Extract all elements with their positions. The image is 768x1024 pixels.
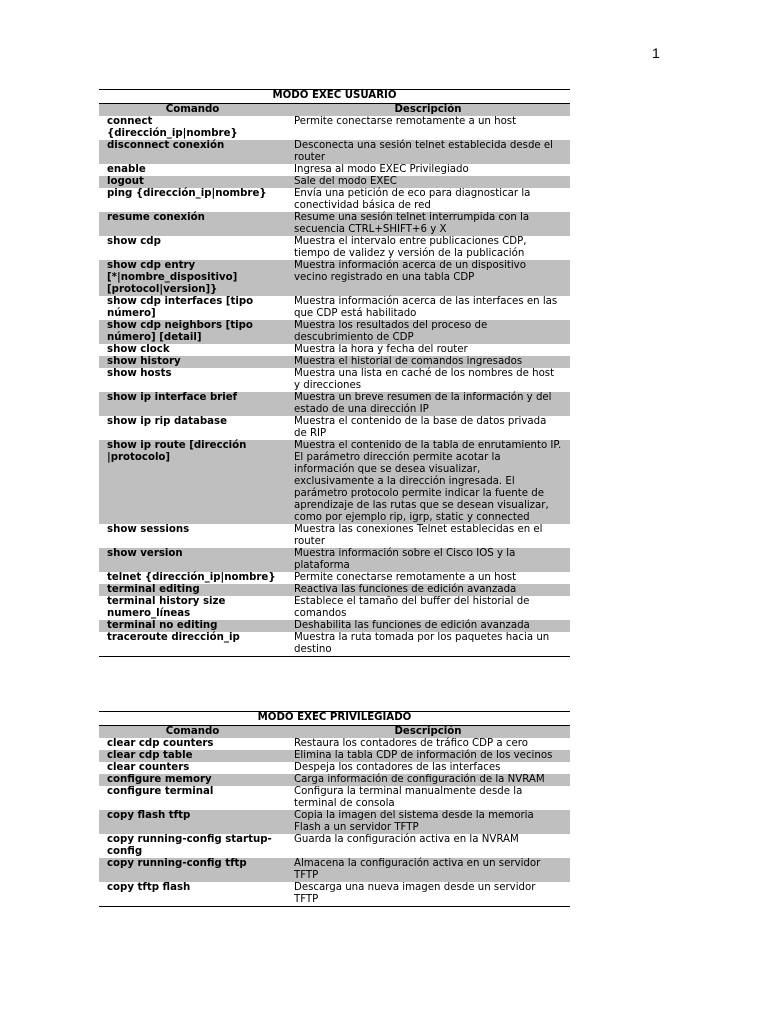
command-cell: configure terminal (107, 786, 214, 797)
column-header-comando: Comando (99, 104, 286, 117)
table-row (99, 188, 570, 212)
table-row (99, 858, 570, 882)
description-cell: Sale del modo EXEC (286, 176, 570, 188)
description-cell: Establece el tamaño del buffer del historial de comandos (294, 596, 530, 619)
description-cell: Restaura los contadores de tráfico CDP a cero (294, 738, 528, 749)
command-cell: enable (107, 164, 146, 175)
command-cell: clear cdp counters (107, 738, 214, 749)
description-cell: Descarga una nueva imagen desde un servidor TFTP (294, 882, 536, 905)
command-cell: clear cdp table (99, 750, 286, 762)
table-title: MODO EXEC PRIVILEGIADO (99, 712, 570, 726)
command-cell: ping {dirección_ip|nombre} (107, 188, 267, 199)
table-row (99, 762, 570, 774)
description-cell: Despeja los contadores de las interfaces (294, 762, 501, 773)
table-body (99, 738, 570, 907)
command-cell: show version (99, 548, 286, 572)
table-row (99, 596, 570, 620)
command-cell: terminal editing (99, 584, 286, 596)
table-row (99, 620, 570, 632)
table-row (99, 810, 570, 834)
description-cell: Muestra el historial de comandos ingresados (286, 356, 570, 368)
table-row (99, 572, 570, 584)
table-row (99, 738, 570, 750)
table-row (99, 774, 570, 786)
table-row (99, 344, 570, 356)
command-cell: copy flash tftp (99, 810, 286, 834)
table-row (99, 834, 570, 858)
description-cell: Configura la terminal manualmente desde la terminal de consola (294, 786, 523, 809)
description-cell: Muestra los resultados del proceso de descubrimiento de CDP (286, 320, 570, 344)
table-row (99, 882, 570, 907)
table-row (99, 368, 570, 392)
command-cell: show ip rip database (107, 416, 228, 427)
command-cell: copy running-config tftp (99, 858, 286, 882)
command-cell: show ip interface brief (99, 392, 286, 416)
description-cell: Muestra información acerca de las interfaces en las que CDP está habilitado (294, 296, 558, 319)
description-cell: Muestra las conexiones Telnet establecidas en el router (294, 524, 543, 547)
table-row (99, 260, 570, 296)
table-row (99, 320, 570, 344)
command-cell: telnet {dirección_ip|nombre} (107, 572, 276, 583)
description-cell: Permite conectarse remotamente a un host (294, 572, 517, 583)
description-cell: Muestra el contenido de la base de datos privada de RIP (294, 416, 547, 439)
table-row (99, 212, 570, 236)
command-cell: resume conexión (99, 212, 286, 236)
description-cell: Copia la imagen del sistema desde la memoria Flash a un servidor TFTP (286, 810, 570, 834)
command-cell: configure memory (99, 774, 286, 786)
command-cell: clear counters (107, 762, 190, 773)
command-cell: traceroute dirección_ip (107, 632, 240, 643)
description-cell: Elimina la tabla CDP de información de los vecinos (286, 750, 570, 762)
command-cell: show clock (107, 344, 170, 355)
modo-exec-usuario-table (99, 89, 570, 657)
description-cell: Reactiva las funciones de edición avanzada (286, 584, 570, 596)
description-cell: Ingresa al modo EXEC Privilegiado (294, 164, 469, 175)
description-cell: Envía una petición de eco para diagnosticar la conectividad básica de red (294, 188, 531, 211)
description-cell: Muestra la hora y fecha del router (294, 344, 468, 355)
table-row (99, 548, 570, 572)
description-cell: Guarda la configuración activa en la NVRAM (294, 834, 519, 845)
description-cell: Muestra el contenido de la tabla de enrutamiento IP. El parámetro dirección permite acotar la información que se desea visualizar, exclusivamente a la dirección ingresada. El parámetro protocolo permite indicar la fuente de aprendizaje de las rutas que se desean visualizar, como por ejemplo rip, igrp, static y connected (286, 440, 570, 524)
description-cell: Muestra la ruta tomada por los paquetes hacia un destino (294, 632, 550, 655)
description-cell: Desconecta una sesión telnet establecida desde el router (286, 140, 570, 164)
modo-exec-privilegiado-table (99, 711, 570, 907)
description-cell: Permite conectarse remotamente a un host (294, 116, 517, 127)
table-row (99, 116, 570, 140)
table-row (99, 524, 570, 548)
table-row (99, 392, 570, 416)
table-title: MODO EXEC USUARIO (99, 90, 570, 104)
table-row (99, 440, 570, 524)
column-header-descripcion: Descripción (286, 726, 570, 739)
table-row (99, 750, 570, 762)
description-cell: Muestra un breve resumen de la información y del estado de una dirección IP (286, 392, 570, 416)
description-cell: Carga información de configuración de la NVRAM (286, 774, 570, 786)
command-cell: connect {dirección_ip|nombre} (107, 116, 238, 139)
command-cell: show sessions (107, 524, 190, 535)
column-header-descripcion: Descripción (286, 104, 570, 117)
table-row (99, 140, 570, 164)
table-row (99, 296, 570, 320)
description-cell: Muestra el intervalo entre publicaciones CDP, tiempo de validez y versión de la publicación (294, 236, 527, 259)
table-row (99, 176, 570, 188)
command-cell: show history (99, 356, 286, 368)
command-cell: show ip route [dirección |protocolo] (99, 440, 286, 524)
command-cell: show cdp entry [*|nombre_dispositivo] [protocol|version]} (99, 260, 286, 296)
command-cell: show cdp (107, 236, 161, 247)
command-cell: terminal history size numero_líneas (107, 596, 226, 619)
table-row (99, 356, 570, 368)
description-cell: Muestra una lista en caché de los nombres de host y direcciones (294, 368, 555, 391)
column-header-comando: Comando (99, 726, 286, 739)
table-row (99, 632, 570, 657)
command-cell: disconnect conexión (99, 140, 286, 164)
command-cell: show hosts (107, 368, 172, 379)
table-row (99, 416, 570, 440)
table-body (99, 116, 570, 657)
page-number: 1 (652, 45, 660, 61)
description-cell: Muestra información acerca de un dispositivo vecino registrado en una tabla CDP (286, 260, 570, 296)
command-cell: copy tftp flash (107, 882, 191, 893)
table-row (99, 236, 570, 260)
description-cell: Resume una sesión telnet interrumpida con la secuencia CTRL+SHIFT+6 y X (286, 212, 570, 236)
table-row (99, 786, 570, 810)
description-cell: Deshabilita las funciones de edición avanzada (286, 620, 570, 632)
command-cell: show cdp interfaces [tipo número] (107, 296, 254, 319)
description-cell: Almacena la configuración activa en un servidor TFTP (286, 858, 570, 882)
command-cell: show cdp neighbors [tipo número] [detail] (99, 320, 286, 344)
command-cell: terminal no editing (99, 620, 286, 632)
command-cell: copy running-config startup-config (107, 834, 272, 857)
command-cell: logout (99, 176, 286, 188)
description-cell: Muestra información sobre el Cisco IOS y la plataforma (286, 548, 570, 572)
table-row (99, 164, 570, 176)
table-row (99, 584, 570, 596)
